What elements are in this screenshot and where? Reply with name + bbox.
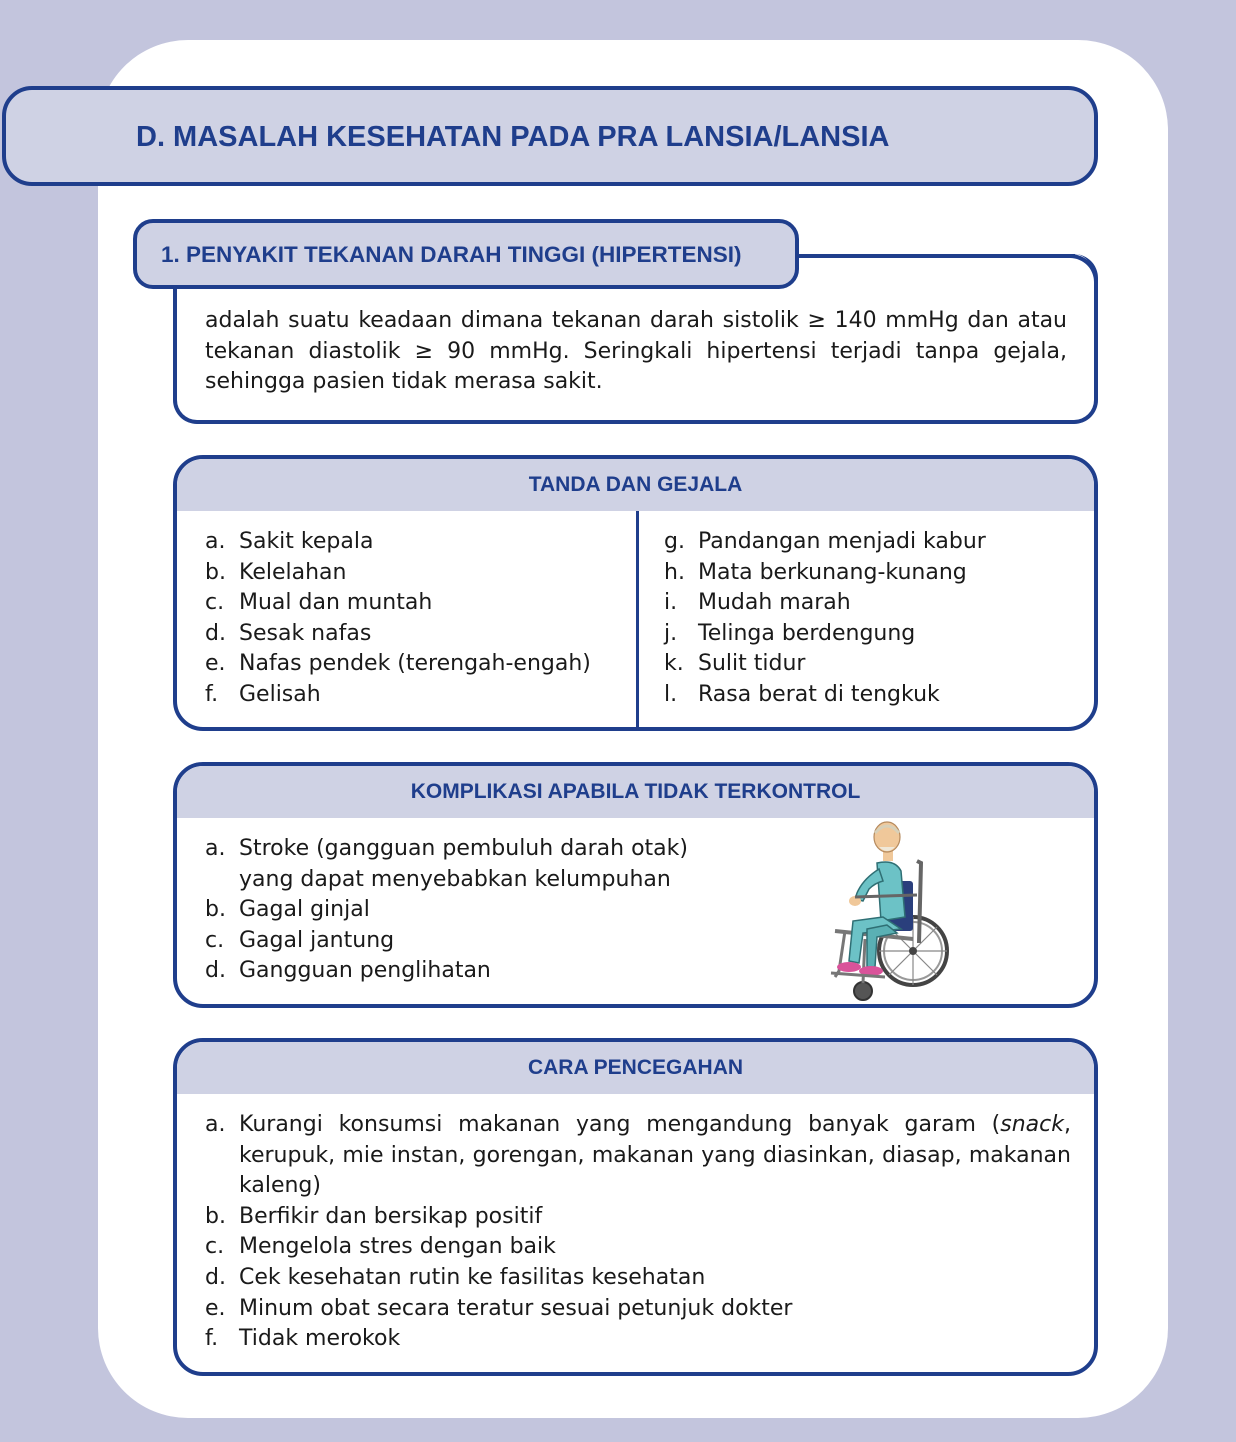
definition-text: adalah suatu keadaan dimana tekanan darah sistolik ≥ 140 mmHg dan atau tekanan diastolik ≥ 90 mmHg. Seringkali hipertensi terjadi tanpa gejala, sehingga pasien tidak merasa sakit. <box>205 308 1067 394</box>
signs-title: TANDA DAN GEJALA <box>177 459 1094 511</box>
signs-right-list <box>664 527 986 711</box>
list-item: a. Sakit kepala <box>205 529 374 554</box>
list-item: g. Pandangan menjadi kabur <box>664 529 986 554</box>
complications-list <box>205 834 688 987</box>
list-item: e. Nafas pendek (terengah-engah) <box>205 651 591 677</box>
section-header <box>2 86 1098 186</box>
list-item: b. Kelelahan <box>205 559 347 585</box>
list-item: c. Gagal jantung <box>205 927 395 953</box>
list-item: f. Gelisah <box>205 681 321 707</box>
list-item: f. Tidak merokok <box>205 1326 401 1352</box>
list-item: a. Stroke (gangguan pembuluh darah otak) <box>205 836 688 861</box>
signs-panel <box>173 455 1098 731</box>
prevention-title: CARA PENCEGAHAN <box>177 1042 1094 1094</box>
list-item: j. Telinga berdengung <box>664 620 916 646</box>
list-item: yang dapat menyebabkan kelumpuhan <box>239 866 671 892</box>
signs-column-divider <box>636 511 639 731</box>
prevention-list <box>205 1110 1071 1355</box>
section-title: D. MASALAH KESEHATAN PADA PRA LANSIA/LANSIA <box>136 121 890 153</box>
complications-panel <box>173 762 1098 1008</box>
list-item: d. Sesak nafas <box>205 620 372 646</box>
list-item: i. Mudah marah <box>664 590 851 616</box>
list-item: e. Minum obat secara teratur sesuai petunjuk dokter <box>205 1295 793 1321</box>
list-item: k. Sulit tidur <box>664 651 806 677</box>
list-item: d. Gangguan penglihatan <box>205 958 491 984</box>
list-item: b. Gagal ginjal <box>205 897 370 923</box>
list-item: b. Berfikir dan bersikap positif <box>205 1203 543 1229</box>
definition-box-top-border <box>795 254 1075 258</box>
complications-title: KOMPLIKASI APABILA TIDAK TERKONTROL <box>177 766 1094 818</box>
prevention-panel <box>173 1038 1098 1376</box>
list-item: d. Cek kesehatan rutin ke fasilitas kesehatan <box>205 1264 706 1290</box>
signs-left-list <box>205 527 591 711</box>
topic-tab <box>133 219 799 289</box>
list-item: a. Kurangi konsumsi makanan yang mengandung banyak garam (snack, kerupuk, mie instan, gorengan, makanan yang diasinkan, diasap, makanan kaleng) <box>205 1112 1071 1199</box>
topic-title: 1. PENYAKIT TEKANAN DARAH TINGGI (HIPERTENSI) <box>161 242 742 267</box>
elderly-man-wheelchair-icon <box>805 821 955 1005</box>
list-item: c. Mual dan muntah <box>205 590 433 616</box>
list-item: l. Rasa berat di tengkuk <box>664 681 940 707</box>
list-item: c. Mengelola stres dengan baik <box>205 1234 556 1260</box>
list-item: h. Mata berkunang-kunang <box>664 559 967 585</box>
